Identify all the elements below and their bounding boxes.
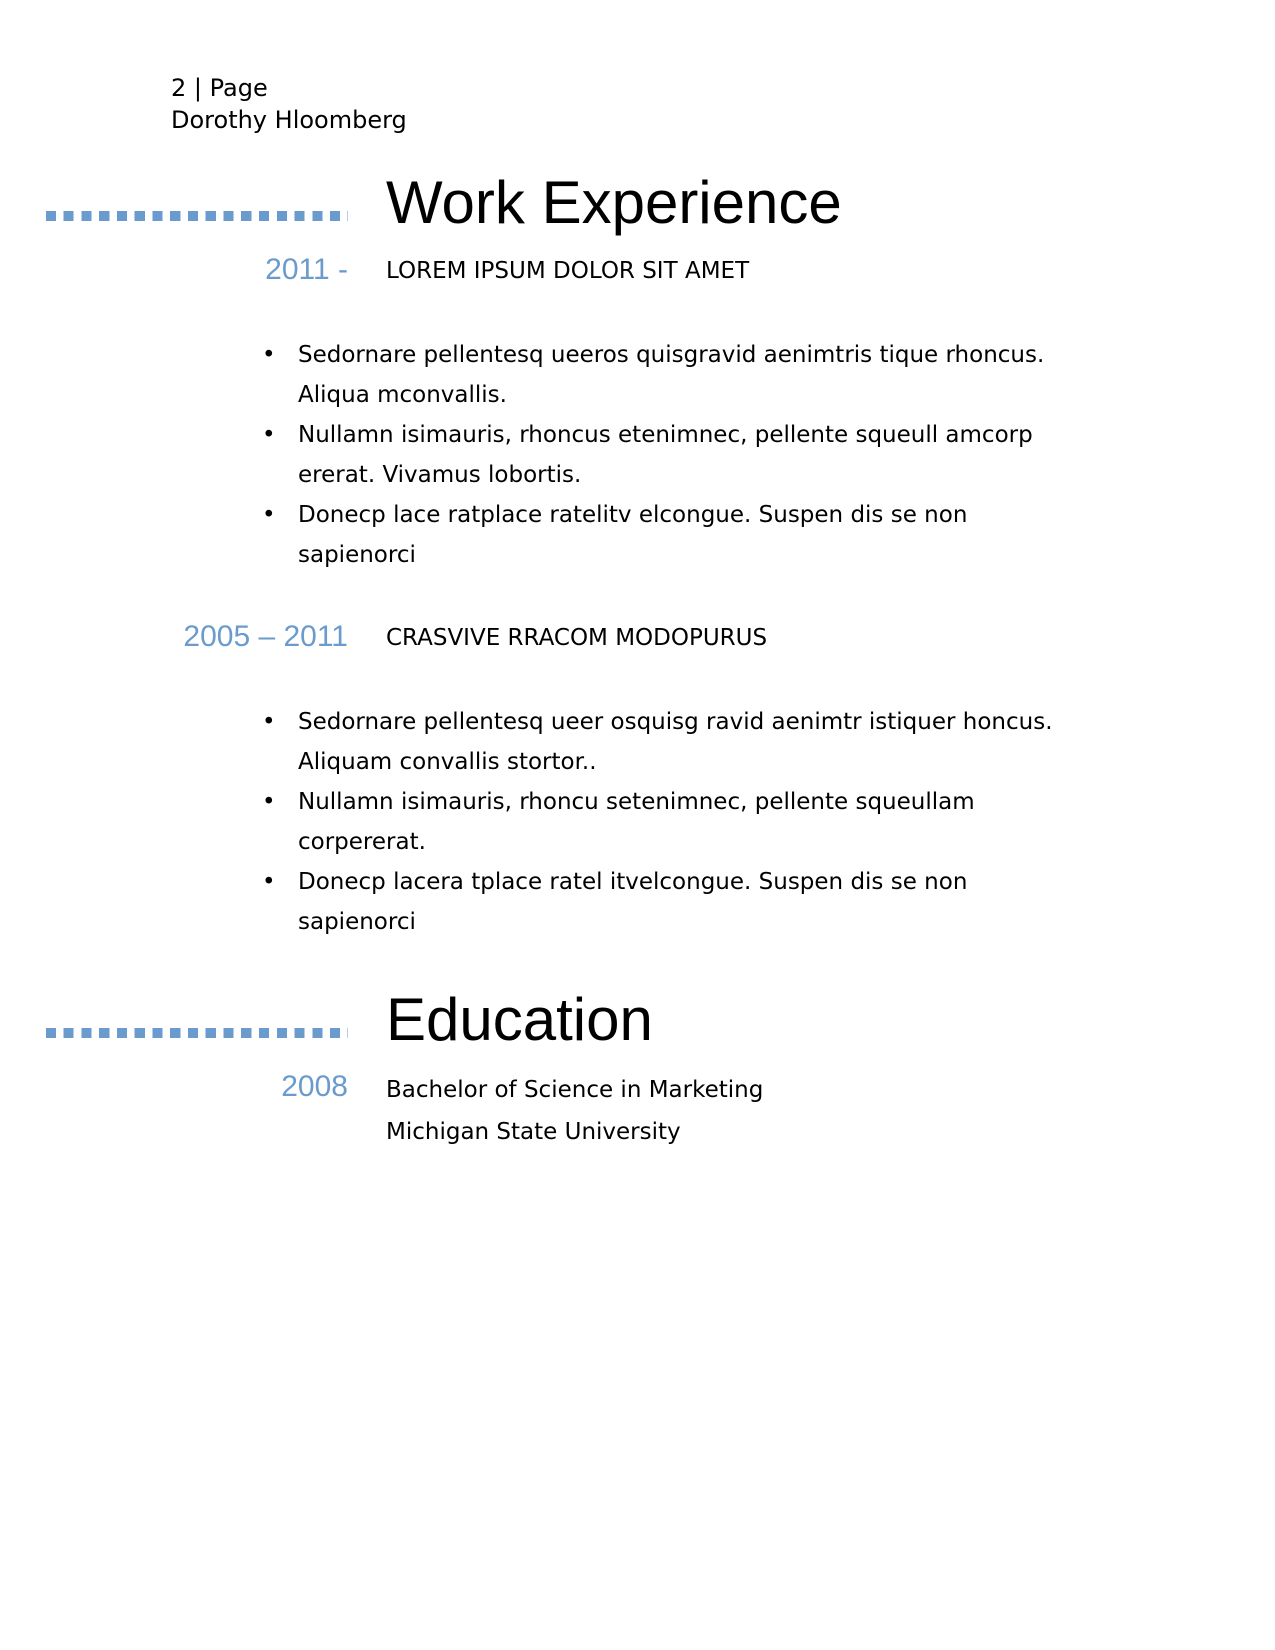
job-2-title: CRASVIVE RRACOM MODOPURUS — [386, 625, 768, 651]
education-heading: Education — [386, 986, 653, 1053]
job-1-bullet-list — [298, 335, 1058, 575]
job-2-bullet-list — [298, 702, 1058, 942]
job-1-years: 2011 - — [265, 253, 348, 286]
page-number: 2 | Page — [171, 74, 268, 102]
job-1-title: LOREM IPSUM DOLOR SIT AMET — [386, 258, 750, 284]
education-year: 2008 — [281, 1070, 348, 1103]
education-school: Michigan State University — [386, 1119, 681, 1145]
list-item: • Sedornare pellentesq ueer osquisg ravid aenimtr istiquer honcus. Aliquam convallis stortor.. — [298, 702, 1058, 782]
job-2-years: 2005 – 2011 — [183, 620, 348, 653]
list-item: • Donecp lace ratplace ratelitv elcongue. Suspen dis se non sapienorci — [298, 495, 1058, 575]
list-item: • Sedornare pellentesq ueeros quisgravid aenimtris tique rhoncus. Aliqua mconvallis. — [298, 335, 1058, 415]
list-item: • Nullamn isimauris, rhoncu setenimnec, pellente squeullam corpererat. — [298, 782, 1058, 862]
education-divider — [46, 1028, 348, 1038]
list-item: • Donecp lacera tplace ratel itvelcongue. Suspen dis se non sapienorci — [298, 862, 1058, 942]
education-degree: Bachelor of Science in Marketing — [386, 1077, 764, 1103]
author-name: Dorothy Hloomberg — [171, 106, 407, 134]
work-experience-divider — [46, 211, 348, 221]
page-header — [171, 72, 407, 136]
list-item: • Nullamn isimauris, rhoncus etenimnec, pellente squeull amcorp ererat. Vivamus lobortis. — [298, 415, 1058, 495]
work-experience-heading: Work Experience — [386, 169, 842, 236]
